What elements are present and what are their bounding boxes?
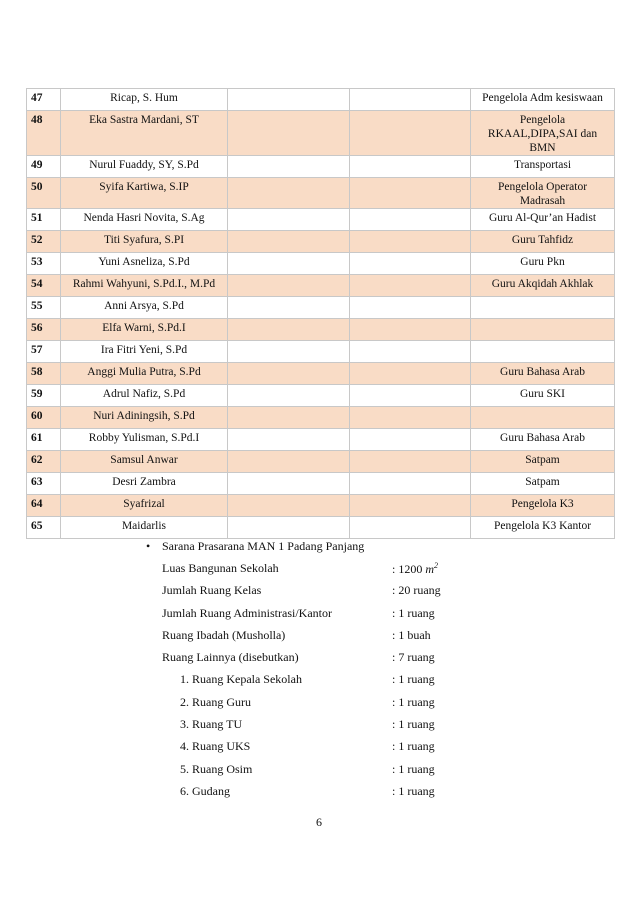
table-row xyxy=(27,253,615,275)
facility-item xyxy=(146,672,466,694)
row-number-cell: 55 xyxy=(27,297,61,319)
facility-label: 5. Ruang Osim xyxy=(180,761,253,776)
facility-value-text: : 1 ruang xyxy=(392,761,435,776)
row-number-cell: 63 xyxy=(27,473,61,495)
facility-value xyxy=(392,561,438,577)
facility-value-text: : 1 buah xyxy=(392,627,431,642)
empty-cell xyxy=(350,156,471,178)
facility-value xyxy=(392,628,431,643)
staff-role-cell xyxy=(471,297,615,319)
facility-item xyxy=(146,628,466,650)
staff-name-cell: Anni Arsya, S.Pd xyxy=(61,297,228,319)
table-row xyxy=(27,385,615,407)
staff-table-body xyxy=(27,89,615,539)
staff-role-cell: Guru Bahasa Arab xyxy=(471,363,615,385)
facility-label: Jumlah Ruang Kelas xyxy=(162,583,262,598)
empty-cell xyxy=(228,429,350,451)
staff-role-cell: Pengelola Adm kesiswaan xyxy=(471,89,615,111)
empty-cell xyxy=(228,111,350,156)
table-row xyxy=(27,341,615,363)
staff-name-cell: Eka Sastra Mardani, ST xyxy=(61,111,228,156)
empty-cell xyxy=(228,231,350,253)
facility-value-text: : 1 ruang xyxy=(392,717,435,732)
empty-cell xyxy=(350,275,471,297)
facilities-heading xyxy=(146,539,466,561)
staff-role-cell: Guru Bahasa Arab xyxy=(471,429,615,451)
staff-name-cell: Ricap, S. Hum xyxy=(61,89,228,111)
facility-value xyxy=(392,739,435,754)
staff-name-cell: Elfa Warni, S.Pd.I xyxy=(61,319,228,341)
table-row xyxy=(27,407,615,429)
empty-cell xyxy=(350,429,471,451)
row-number-cell: 57 xyxy=(27,341,61,363)
empty-cell xyxy=(228,178,350,209)
facility-value xyxy=(392,672,435,687)
empty-cell xyxy=(228,156,350,178)
facility-label: 3. Ruang TU xyxy=(180,717,243,732)
staff-role-cell xyxy=(471,407,615,429)
facility-value xyxy=(392,695,435,710)
empty-cell xyxy=(228,363,350,385)
table-row xyxy=(27,517,615,539)
row-number-cell: 52 xyxy=(27,231,61,253)
empty-cell xyxy=(350,319,471,341)
staff-role-cell xyxy=(471,341,615,363)
facility-label: 4. Ruang UKS xyxy=(180,739,251,754)
staff-role-cell: Guru SKI xyxy=(471,385,615,407)
facility-label: 2. Ruang Guru xyxy=(180,694,251,709)
staff-name-cell: Samsul Anwar xyxy=(61,451,228,473)
empty-cell xyxy=(228,407,350,429)
empty-cell xyxy=(228,297,350,319)
facility-value xyxy=(392,717,435,732)
staff-name-cell: Rahmi Wahyuni, S.Pd.I., M.Pd xyxy=(61,275,228,297)
empty-cell xyxy=(350,297,471,319)
facility-label: Jumlah Ruang Administrasi/Kantor xyxy=(162,605,332,620)
row-number-cell: 54 xyxy=(27,275,61,297)
empty-cell xyxy=(350,178,471,209)
facility-value-text: : 20 ruang xyxy=(392,583,441,598)
staff-name-cell: Titi Syafura, S.PI xyxy=(61,231,228,253)
row-number-cell: 60 xyxy=(27,407,61,429)
staff-name-cell: Nurul Fuaddy, SY, S.Pd xyxy=(61,156,228,178)
facility-value-text: : 1 ruang xyxy=(392,672,435,687)
page-number: 6 xyxy=(316,815,322,829)
facility-value-text: : 1 ruang xyxy=(392,783,435,798)
staff-role-cell: Guru Pkn xyxy=(471,253,615,275)
table-row xyxy=(27,231,615,253)
table-row xyxy=(27,209,615,231)
facility-label: Ruang Lainnya (disebutkan) xyxy=(162,650,299,665)
empty-cell xyxy=(228,451,350,473)
staff-role-cell: Transportasi xyxy=(471,156,615,178)
facility-item xyxy=(146,650,466,672)
staff-role-cell: Pengelola RKAAL,DIPA,SAI dan BMN xyxy=(471,111,615,156)
facility-label: Luas Bangunan Sekolah xyxy=(162,561,279,575)
empty-cell xyxy=(228,319,350,341)
staff-role-cell: Guru Akqidah Akhlak xyxy=(471,275,615,297)
facility-value xyxy=(392,583,441,598)
facility-item xyxy=(146,717,466,739)
empty-cell xyxy=(350,253,471,275)
empty-cell xyxy=(228,89,350,111)
table-row xyxy=(27,451,615,473)
table-row xyxy=(27,363,615,385)
facility-value xyxy=(392,606,435,621)
table-row xyxy=(27,111,615,156)
facility-label: Ruang Ibadah (Musholla) xyxy=(162,627,286,642)
facility-item xyxy=(146,583,466,605)
empty-cell xyxy=(350,111,471,156)
row-number-cell: 61 xyxy=(27,429,61,451)
table-row xyxy=(27,495,615,517)
facility-value-text: : 1200 xyxy=(392,562,426,576)
staff-role-cell: Satpam xyxy=(471,473,615,495)
area-unit-exponent: 2 xyxy=(434,561,439,570)
bullet-icon: • xyxy=(146,539,151,553)
table-row xyxy=(27,473,615,495)
facility-label: 6. Gudang xyxy=(180,783,230,798)
empty-cell xyxy=(350,495,471,517)
staff-role-cell: Guru Tahfidz xyxy=(471,231,615,253)
empty-cell xyxy=(228,341,350,363)
row-number-cell: 49 xyxy=(27,156,61,178)
row-number-cell: 51 xyxy=(27,209,61,231)
staff-name-cell: Nenda Hasri Novita, S.Ag xyxy=(61,209,228,231)
row-number-cell: 56 xyxy=(27,319,61,341)
empty-cell xyxy=(350,341,471,363)
facility-value xyxy=(392,784,435,799)
staff-name-cell: Yuni Asneliza, S.Pd xyxy=(61,253,228,275)
table-row xyxy=(27,275,615,297)
table-row xyxy=(27,429,615,451)
facility-value-text: : 1 ruang xyxy=(392,694,435,709)
row-number-cell: 47 xyxy=(27,89,61,111)
table-row xyxy=(27,297,615,319)
staff-name-cell: Anggi Mulia Putra, S.Pd xyxy=(61,363,228,385)
staff-role-cell: Guru Al-Qur’an Hadist xyxy=(471,209,615,231)
staff-role-cell: Satpam xyxy=(471,451,615,473)
empty-cell xyxy=(350,517,471,539)
empty-cell xyxy=(228,385,350,407)
staff-table xyxy=(26,88,615,539)
staff-name-cell: Syafrizal xyxy=(61,495,228,517)
facility-item xyxy=(146,695,466,717)
row-number-cell: 48 xyxy=(27,111,61,156)
empty-cell xyxy=(228,473,350,495)
staff-name-cell: Adrul Nafiz, S.Pd xyxy=(61,385,228,407)
empty-cell xyxy=(228,517,350,539)
row-number-cell: 62 xyxy=(27,451,61,473)
facilities-heading-text: Sarana Prasarana MAN 1 Padang Panjang xyxy=(162,539,365,553)
empty-cell xyxy=(350,209,471,231)
facility-item xyxy=(146,561,466,583)
row-number-cell: 64 xyxy=(27,495,61,517)
staff-name-cell: Maidarlis xyxy=(61,517,228,539)
staff-role-cell: Pengelola K3 Kantor xyxy=(471,517,615,539)
facility-value xyxy=(392,762,435,777)
empty-cell xyxy=(228,495,350,517)
table-row xyxy=(27,178,615,209)
empty-cell xyxy=(350,363,471,385)
area-unit: m xyxy=(425,562,435,576)
staff-name-cell: Nuri Adiningsih, S.Pd xyxy=(61,407,228,429)
staff-name-cell: Syifa Kartiwa, S.IP xyxy=(61,178,228,209)
facilities-list xyxy=(146,561,466,806)
table-row xyxy=(27,89,615,111)
empty-cell xyxy=(350,407,471,429)
facility-value-text: : 1 ruang xyxy=(392,739,435,754)
staff-role-cell: Pengelola K3 xyxy=(471,495,615,517)
facility-value-text: : 7 ruang xyxy=(392,650,435,665)
row-number-cell: 53 xyxy=(27,253,61,275)
staff-name-cell: Desri Zambra xyxy=(61,473,228,495)
staff-name-cell: Robby Yulisman, S.Pd.I xyxy=(61,429,228,451)
empty-cell xyxy=(350,231,471,253)
facility-item xyxy=(146,784,466,806)
table-row xyxy=(27,156,615,178)
staff-role-cell xyxy=(471,319,615,341)
facility-item xyxy=(146,739,466,761)
row-number-cell: 50 xyxy=(27,178,61,209)
facilities-section xyxy=(146,539,466,806)
empty-cell xyxy=(350,385,471,407)
row-number-cell: 65 xyxy=(27,517,61,539)
staff-role-cell: Pengelola Operator Madrasah xyxy=(471,178,615,209)
empty-cell xyxy=(350,451,471,473)
empty-cell xyxy=(228,253,350,275)
empty-cell xyxy=(350,89,471,111)
empty-cell xyxy=(228,275,350,297)
staff-name-cell: Ira Fitri Yeni, S.Pd xyxy=(61,341,228,363)
empty-cell xyxy=(350,473,471,495)
facility-item xyxy=(146,606,466,628)
row-number-cell: 58 xyxy=(27,363,61,385)
empty-cell xyxy=(228,209,350,231)
facility-value xyxy=(392,650,435,665)
facility-value-text: : 1 ruang xyxy=(392,605,435,620)
facility-item xyxy=(146,762,466,784)
table-row xyxy=(27,319,615,341)
facility-label: 1. Ruang Kepala Sekolah xyxy=(180,672,302,687)
row-number-cell: 59 xyxy=(27,385,61,407)
